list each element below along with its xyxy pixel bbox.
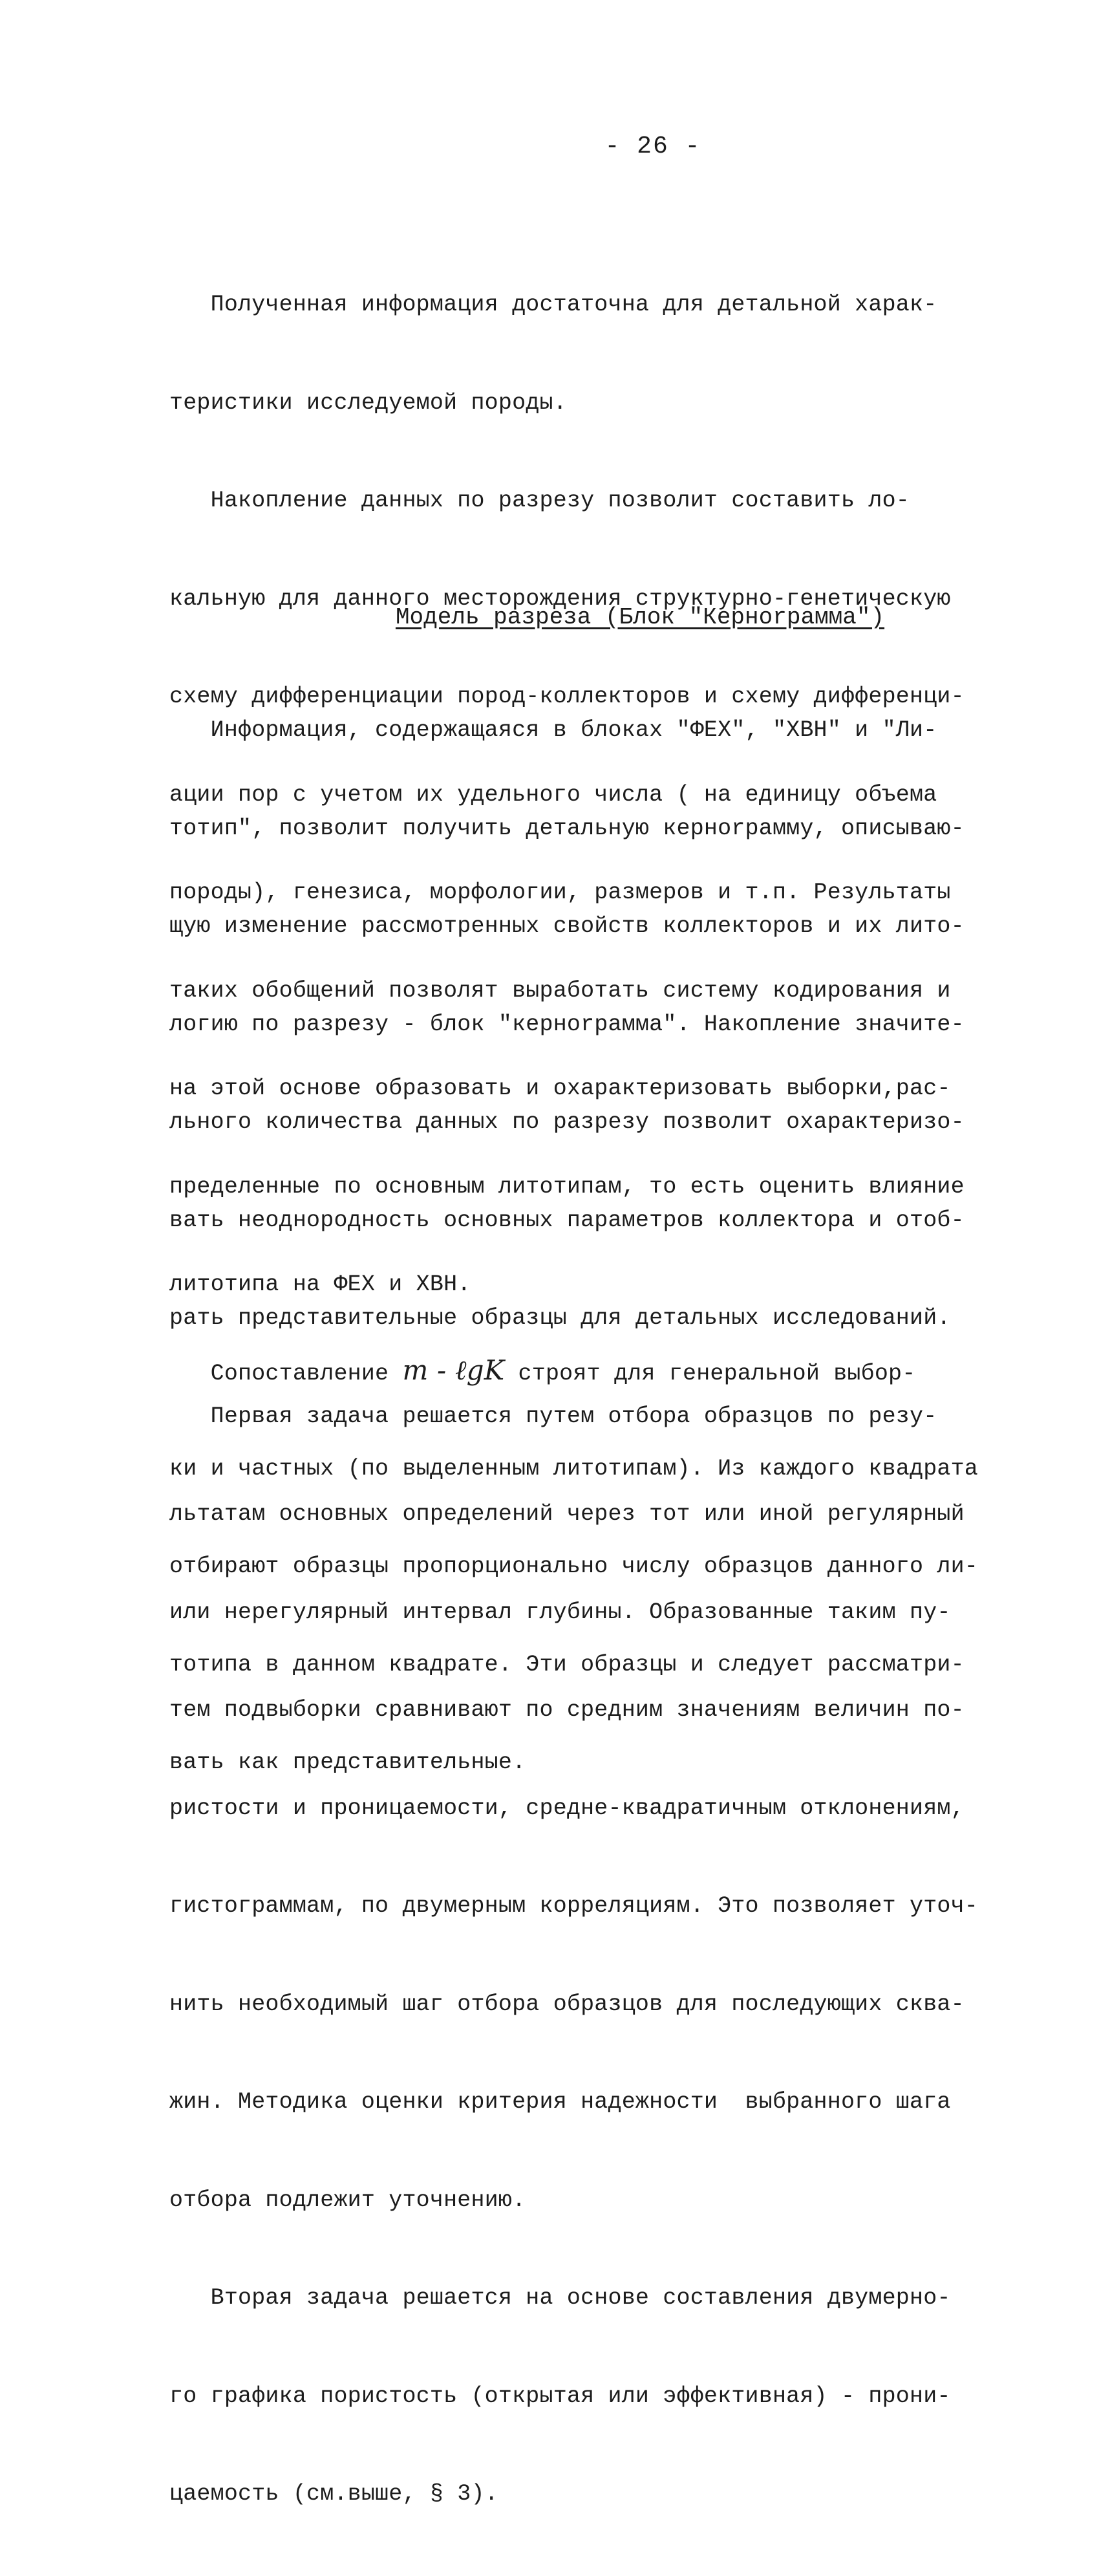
text-line: льного количества данных по разрезу позволит охарактеризо- [169, 1109, 965, 1135]
text-line-with-formula [169, 1354, 990, 1387]
paragraph-block-3 [169, 1289, 990, 1845]
text-line: тотип", позволит получить детальную керноrрамму, описываю- [169, 815, 965, 841]
text-line: цаемость (см.выше, § 3). [169, 2481, 498, 2507]
text-line: ации пор с учетом их удельного числа ( на единицу объема [169, 781, 937, 808]
page-number: - 26 - [604, 133, 701, 160]
text-line: льтатам основных определений через тот или иной регулярный [169, 1501, 965, 1527]
text-line: ристости и проницаемости, средне-квадратичным отклонениям, [169, 1795, 965, 1821]
text-line: логию по разрезу - блок "керноrрамма". Накопление значите- [169, 1011, 965, 1037]
text-line: гистограммам, по двумерным корреляциям. Это позволяет уточ- [169, 1893, 979, 1919]
formula-m-lgk: m - ℓgK [402, 1354, 505, 1386]
text-line: вать как представительные. [169, 1749, 526, 1775]
section-heading: Модель разреза (Блок "Керноrрамма") [395, 604, 885, 631]
text-line: теристики исследуемой породы. [169, 389, 567, 416]
text-line: отбирают образцы пропорционально числу образцов данного ли- [169, 1553, 979, 1579]
text-line: ки и частных (по выделенным литотипам). Из каждого квадрата [169, 1455, 979, 1482]
text-line: Вторая задача решается на основе составления двумерно- [169, 2285, 951, 2311]
text-line: Накопление данных по разрезу позволит составить ло- [169, 488, 910, 514]
text-line: вать неоднородность основных параметров коллектора и отоб- [169, 1207, 965, 1233]
text-line: жин. Методика оценки критерия надежности выбранного шага [169, 2089, 951, 2115]
text-line: Первая задача решается путем отбора образцов по резу- [169, 1403, 937, 1429]
text-line: отбора подлежит уточнению. [169, 2187, 526, 2213]
text-line: нить необходимый шаг отбора образцов для последующих сква- [169, 1991, 965, 2017]
text-line: пределенные по основным литотипам, то есть оценить влияние [169, 1173, 965, 1200]
text-line: Полученная информация достаточна для детальной харак- [169, 292, 937, 318]
text-line: рать представительные образцы для детальных исследований. [169, 1305, 951, 1331]
text-line: го графика пористость (открытая или эффективная) - прони- [169, 2383, 951, 2409]
text-fragment: строят для генеральной выбор- [504, 1361, 916, 1387]
text-line: схему дифференциации пород-коллекторов и схему дифференци- [169, 684, 965, 709]
text-line: таких обобщений позволят выработать систему кодирования и [169, 977, 951, 1004]
text-line: на этой основе образовать и охарактеризовать выборки,рас- [169, 1076, 951, 1101]
text-line: или нерегулярный интервал глубины. Образованные таким пу- [169, 1599, 951, 1625]
text-line: литотипа на ФЕХ и ХВН. [169, 1272, 471, 1297]
text-line: породы), генезиса, морфологии, размеров и т.п. Результаты [169, 880, 951, 905]
text-line: Информация, содержащаяся в блоках "ФЕХ", "ХВН" и "Ли- [169, 717, 937, 743]
text-line: щую изменение рассмотренных свойств коллекторов и их лито- [169, 913, 965, 939]
text-fragment: Сопоставление [169, 1361, 403, 1387]
text-line: тем подвыборки сравнивают по средним значениям величин по- [169, 1697, 965, 1723]
text-line: кальную для данного месторождения структурно-генетическую [169, 585, 951, 612]
text-line: тотипа в данном квадрате. Эти образцы и следует рассматри- [169, 1651, 965, 1678]
